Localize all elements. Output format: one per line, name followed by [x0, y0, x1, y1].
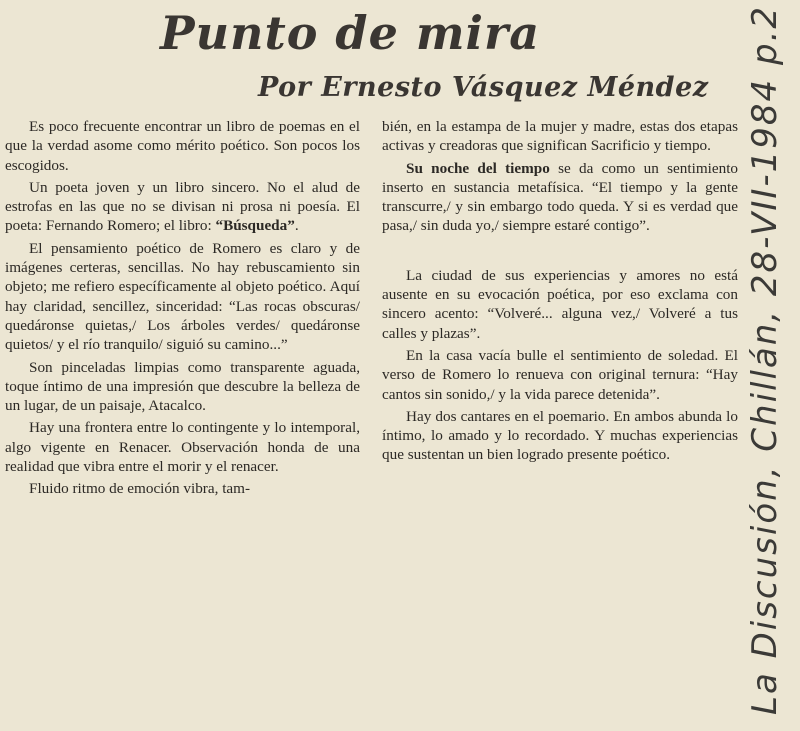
paragraph: Es poco frecuente encontrar un libro de poemas en el que la verdad asome como mérito poético. Son pocos los escogidos.	[5, 118, 360, 174]
paragraph: Un poeta joven y un libro sincero. No el alud de estrofas en las que no se divisan ni prosa ni poesía. El poeta: Fernando Romero; el libro: “Búsqueda”.	[5, 178, 360, 235]
paragraph: Hay dos cantares en el poemario. En ambos abunda lo íntimo, lo amado y lo recordado. Y muchas experiencias que sustentan un bien logrado presente poético.	[382, 407, 738, 464]
left-column	[5, 117, 360, 502]
right-column	[382, 117, 738, 468]
paragraph: bién, en la estampa de la mujer y madre, estas dos etapas activas y creadoras que significan Sacrificio y tiempo.	[382, 118, 738, 155]
poem-title: Su noche del tiempo	[406, 159, 550, 177]
paragraph: El pensamiento poético de Romero es claro y de imágenes certeras, sencillas. No hay rebuscamiento sin objeto; me refiero específicamente al objeto poético. Aquí hay claridad, sencillez, sinceridad: “Las rocas obscuras/ quedáronse quietas,/ Los árboles verdes/ quedáronse quietos/ y el río tranquilo/ siguió su camino...”	[5, 239, 360, 354]
paragraph: Hay una frontera entre lo contingente y lo intemporal, algo vigente en Renacer. Observación honda de una realidad que vibra entre el morir y el renacer.	[5, 419, 360, 476]
paragraph: En la casa vacía bulle el sentimiento de soledad. El verso de Romero lo renueva con original ternura: “Hay cantos sin sonido,/ y la vida parece detenida”.	[382, 346, 738, 403]
paragraph: La ciudad de sus experiencias y amores no está ausente en su evocación poética, por eso exclama con sincero acento: “Volveré... alguna vez,/ Volveré a tus calles y plazas”.	[382, 266, 738, 342]
article-byline: Por Ernesto Vásquez Méndez	[258, 72, 709, 103]
paragraph: Fluido ritmo de emoción vibra, tam-	[29, 480, 251, 498]
paragraph: Son pinceladas limpias como transparente aguada, toque íntimo de una impresión que descubre la belleza de un lugar, de un paisaje, Atacalco.	[5, 358, 360, 415]
book-title: “Búsqueda”	[215, 217, 295, 235]
handwritten-source-note: La Discusión, Chillán, 28-VII-1984 p.2	[745, 4, 785, 715]
paragraph: Su noche del tiempo se da como un sentimiento inserto en sustancia metafísica. “El tiempo y la gente transcurre,/ y sin embargo todo queda. Y si es verdad que pasa,/ sin duda yo,/ siempre estaré contigo”.	[382, 159, 739, 235]
article-title: Punto de mira	[160, 6, 541, 60]
